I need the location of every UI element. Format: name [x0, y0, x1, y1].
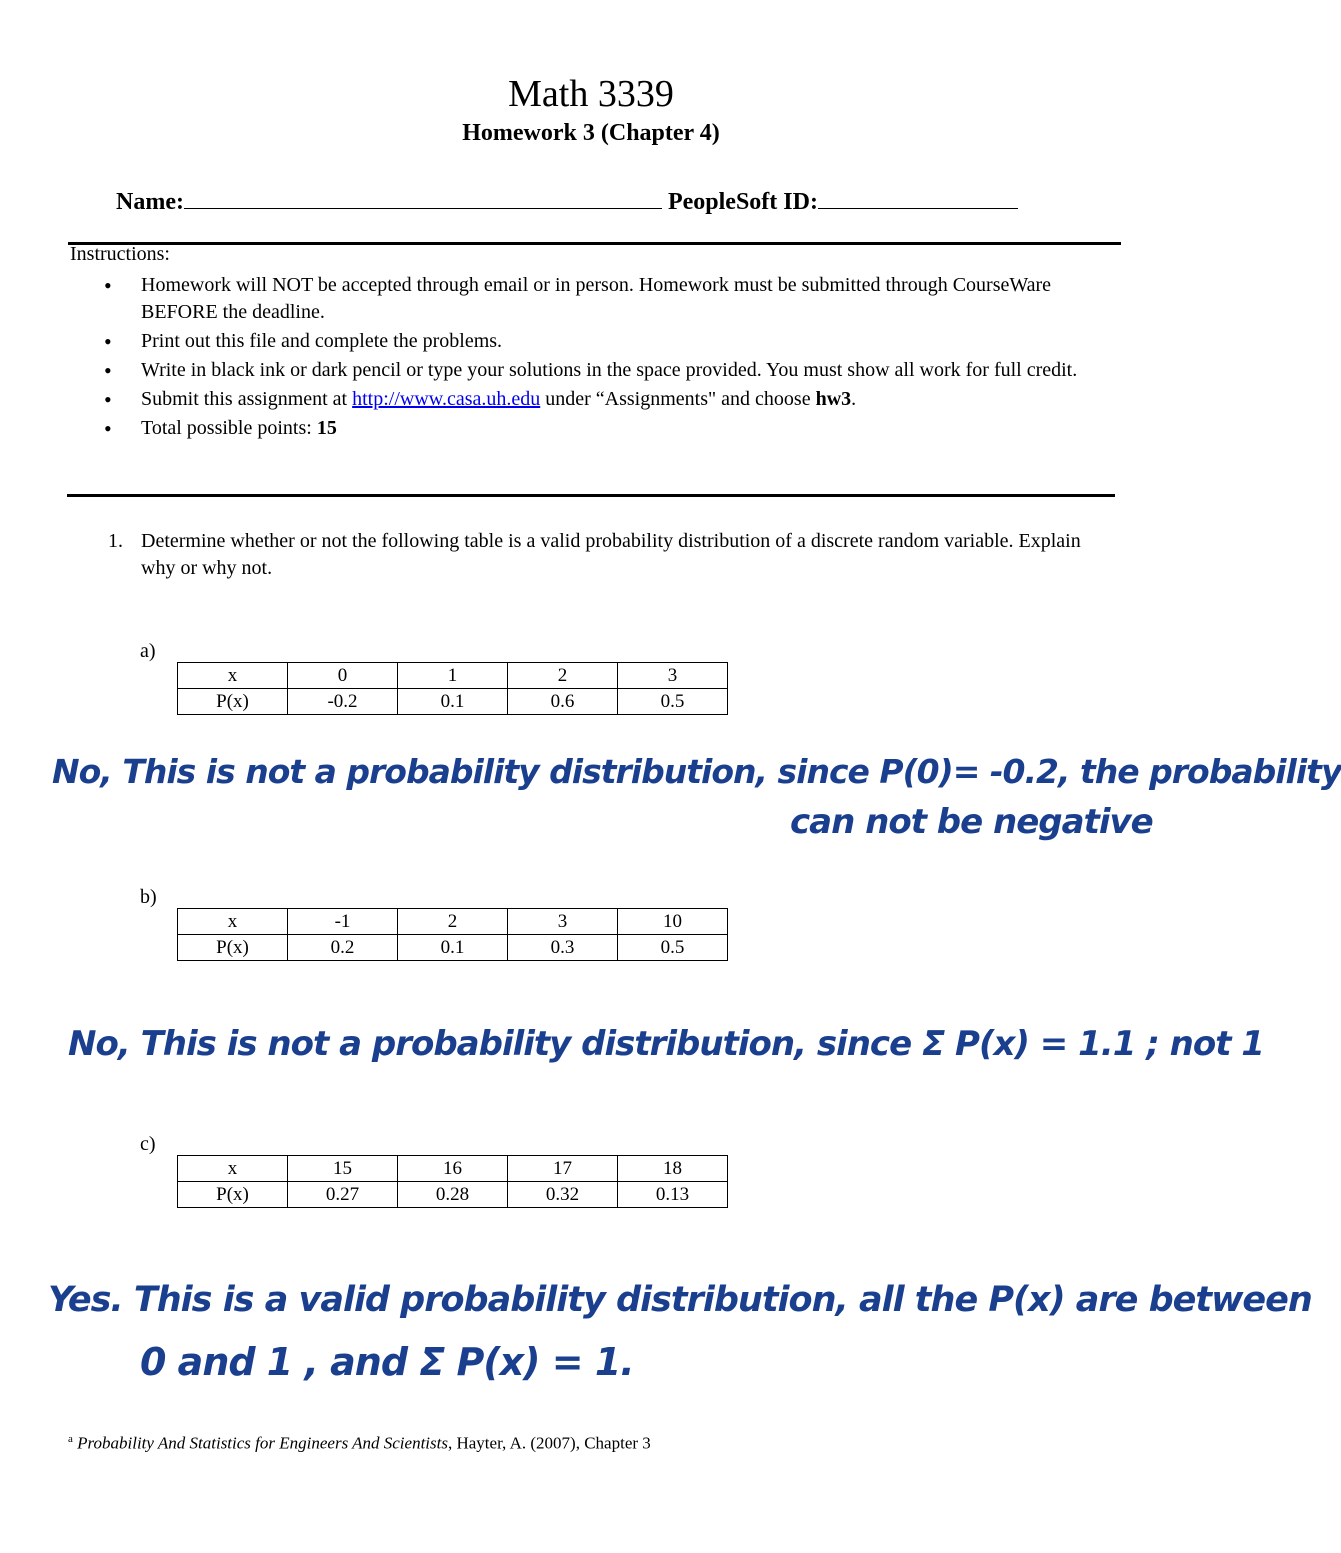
instructions-list [104, 272, 1104, 444]
footnote-book-title: Probability And Statistics for Engineers And Scientists [77, 1433, 448, 1453]
instruction-item [104, 415, 1104, 442]
table-cell: 3 [618, 663, 728, 689]
table-row [178, 689, 728, 715]
footnote-mark: a [68, 1433, 73, 1445]
peoplesoft-id-label: PeopleSoft ID: [667, 189, 818, 215]
peoplesoft-id-blank[interactable] [818, 186, 1018, 209]
table-cell: 0.28 [398, 1182, 508, 1208]
part-a-label: a) [140, 640, 156, 662]
instruction-item: • Print out this file and complete the problems. [104, 328, 1104, 355]
submit-text-mid: under “Assignments" and choose [540, 388, 816, 410]
table-cell: 0.1 [398, 689, 508, 715]
name-label: Name: [116, 189, 184, 215]
table-cell: x [178, 663, 288, 689]
instruction-item: • Write in black ink or dark pencil or type your solutions in the space provided. You must show all work for full credit. [104, 357, 1104, 384]
instructions-heading: Instructions: [70, 243, 170, 265]
table-cell: x [178, 1156, 288, 1182]
answer-b-line1: No, This is not a probability distribution, since Σ P(x) = 1.1 ; not 1 [68, 1024, 1264, 1064]
table-cell: -1 [288, 909, 398, 935]
table-cell: 0.6 [508, 689, 618, 715]
table-cell: 10 [618, 909, 728, 935]
question-text: Determine whether or not the following table is a valid probability distribution of a discrete random variable. Explain why or why not. [141, 530, 1081, 579]
table-cell: 17 [508, 1156, 618, 1182]
table-c [177, 1155, 728, 1208]
table-cell: 0.13 [618, 1182, 728, 1208]
course-title: Math 3339 [508, 73, 674, 115]
table-row [178, 663, 728, 689]
instruction-item: • Homework will NOT be accepted through email or in person. Homework must be submitted through CourseWare BEFORE the deadline. [104, 272, 1104, 326]
assignment-title: Homework 3 (Chapter 4) [462, 120, 720, 146]
submit-text: Submit this assignment at [141, 388, 353, 410]
bottom-divider [67, 494, 1115, 497]
table-cell: P(x) [178, 689, 288, 715]
table-cell: 2 [398, 909, 508, 935]
table-a [177, 662, 728, 715]
question-number: 1. [108, 530, 123, 552]
footnote-citation: , Hayter, A. (2007), Chapter 3 [447, 1433, 651, 1453]
top-divider [68, 242, 1121, 245]
table-row [178, 909, 728, 935]
name-blank[interactable] [184, 186, 662, 209]
instruction-item [104, 386, 1104, 413]
table-cell: 0.27 [288, 1182, 398, 1208]
hw3-label: hw3 [815, 388, 852, 410]
table-cell: P(x) [178, 935, 288, 961]
table-cell: 0.3 [508, 935, 618, 961]
answer-a-line2: can not be negative [790, 802, 1153, 842]
table-cell: 2 [508, 663, 618, 689]
table-row [178, 1156, 728, 1182]
table-cell: x [178, 909, 288, 935]
table-cell: 0 [288, 663, 398, 689]
table-cell: -0.2 [288, 689, 398, 715]
table-cell: 15 [288, 1156, 398, 1182]
question-1 [108, 528, 1108, 582]
part-c-label: c) [140, 1133, 156, 1155]
table-cell: 16 [398, 1156, 508, 1182]
table-cell: 0.32 [508, 1182, 618, 1208]
name-id-line [116, 186, 1018, 216]
table-cell: 0.2 [288, 935, 398, 961]
answer-c-line1: Yes. This is a valid probability distribution, all the P(x) are between [48, 1280, 1312, 1320]
answer-a-line1: No, This is not a probability distribution, since P(0)= -0.2, the probability [52, 752, 1341, 791]
table-b [177, 908, 728, 961]
table-row [178, 935, 728, 961]
table-cell: 0.5 [618, 935, 728, 961]
table-cell: 0.1 [398, 935, 508, 961]
table-cell: 18 [618, 1156, 728, 1182]
table-row [178, 1182, 728, 1208]
casa-link[interactable]: http://www.casa.uh.edu [352, 388, 541, 410]
points-text: Total possible points: [141, 417, 317, 439]
table-cell: 3 [508, 909, 618, 935]
footnote [68, 1433, 651, 1454]
table-cell: P(x) [178, 1182, 288, 1208]
table-cell: 1 [398, 663, 508, 689]
submit-text-end: . [851, 388, 857, 410]
part-b-label: b) [140, 886, 157, 908]
points-value: 15 [316, 417, 337, 439]
answer-c-line2: 0 and 1 , and Σ P(x) = 1. [140, 1340, 634, 1384]
table-cell: 0.5 [618, 689, 728, 715]
